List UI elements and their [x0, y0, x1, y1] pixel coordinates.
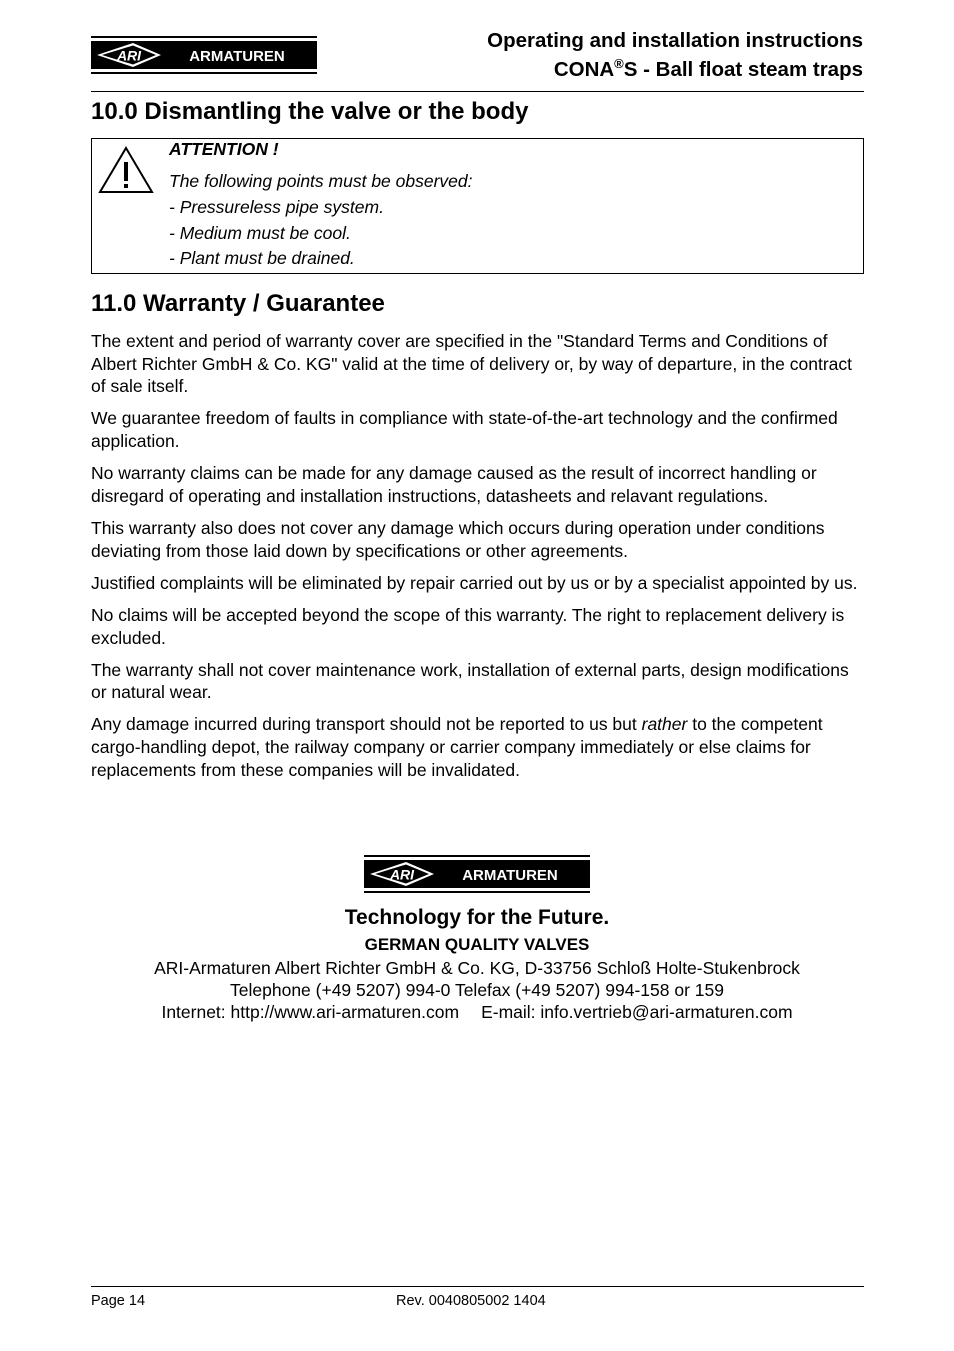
svg-text:ARMATUREN: ARMATUREN [189, 48, 285, 65]
company-contact [0, 1001, 954, 1024]
warning-triangle-icon [97, 145, 155, 195]
warranty-paragraph-transport: Any damage incurred during transport should not be reported to us but rather to the competent cargo-handling depot, the railway company or carrier company immediately or else claims for replacements from these companies will be invalidated. [91, 714, 823, 780]
ari-armaturen-logo [91, 36, 317, 74]
title-line-1: Operating and installation instructions [487, 29, 863, 52]
warranty-paragraph: This warranty also does not cover any damage which occurs during operation under conditions deviating from those laid down by specifications or other agreements. [91, 517, 825, 561]
warranty-paragraph: We guarantee freedom of faults in compliance with state-of-the-art technology and the confirmed application. [91, 408, 838, 451]
warranty-text [91, 330, 866, 791]
svg-text:ARI: ARI [389, 866, 415, 883]
internet-link[interactable]: Internet: http://www.ari-armaturen.com [161, 1002, 460, 1022]
attention-line: - Plant must be drained. [169, 248, 355, 268]
ari-armaturen-logo-footer [364, 855, 590, 893]
tagline: Technology for the Future. [344, 906, 610, 929]
warranty-paragraph: No warranty claims can be made for any damage caused as the result of incorrect handling or disregard of operating and installation instructions, datasheets and relavant regulations. [91, 463, 817, 506]
title-line-2: CONA®S - Ball float steam traps [553, 56, 863, 81]
attention-title: ATTENTION ! [169, 139, 279, 159]
attention-line: - Medium must be cool. [169, 223, 351, 243]
section-10-heading: 10.0 Dismantling the valve or the body [91, 98, 529, 125]
company-address: ARI-Armaturen Albert Richter GmbH & Co. KG, D-33756 Schloß Holte-Stukenbrock [154, 958, 800, 978]
attention-box [91, 138, 864, 274]
document-title [487, 26, 863, 84]
warranty-paragraph: No claims will be accepted beyond the scope of this warranty. The right to replacement delivery is excluded. [91, 604, 845, 648]
footer-divider [91, 1286, 864, 1287]
warranty-paragraph: The extent and period of warranty cover are specified in the "Standard Terms and Conditions of Albert Richter GmbH & Co. KG" valid at the time of delivery or, by way of departure, in the contract of sale itself. [91, 331, 852, 397]
page-number: Page 14 [91, 1293, 146, 1309]
svg-text:ARMATUREN: ARMATUREN [462, 867, 558, 884]
email-link[interactable]: E-mail: info.vertrieb@ari-armaturen.com [481, 1002, 793, 1022]
header-divider [91, 91, 864, 92]
company-phone: Telephone (+49 5207) 994-0 Telefax (+49 5207) 994-158 or 159 [230, 980, 724, 1000]
svg-text:ARI: ARI [116, 47, 142, 64]
revision-number: Rev. 0040805002 1404 [396, 1293, 546, 1309]
warranty-paragraph: The warranty shall not cover maintenance work, installation of external parts, design modifications or natural wear. [91, 659, 849, 703]
attention-line: - Pressureless pipe system. [169, 197, 384, 217]
attention-line: The following points must be observed: [169, 171, 473, 191]
section-11-heading: 11.0 Warranty / Guarantee [91, 290, 385, 317]
warranty-paragraph: Justified complaints will be eliminated by repair carried out by us or by a specialist appointed by us. [91, 572, 858, 593]
quality-slogan: GERMAN QUALITY VALVES [364, 935, 590, 954]
